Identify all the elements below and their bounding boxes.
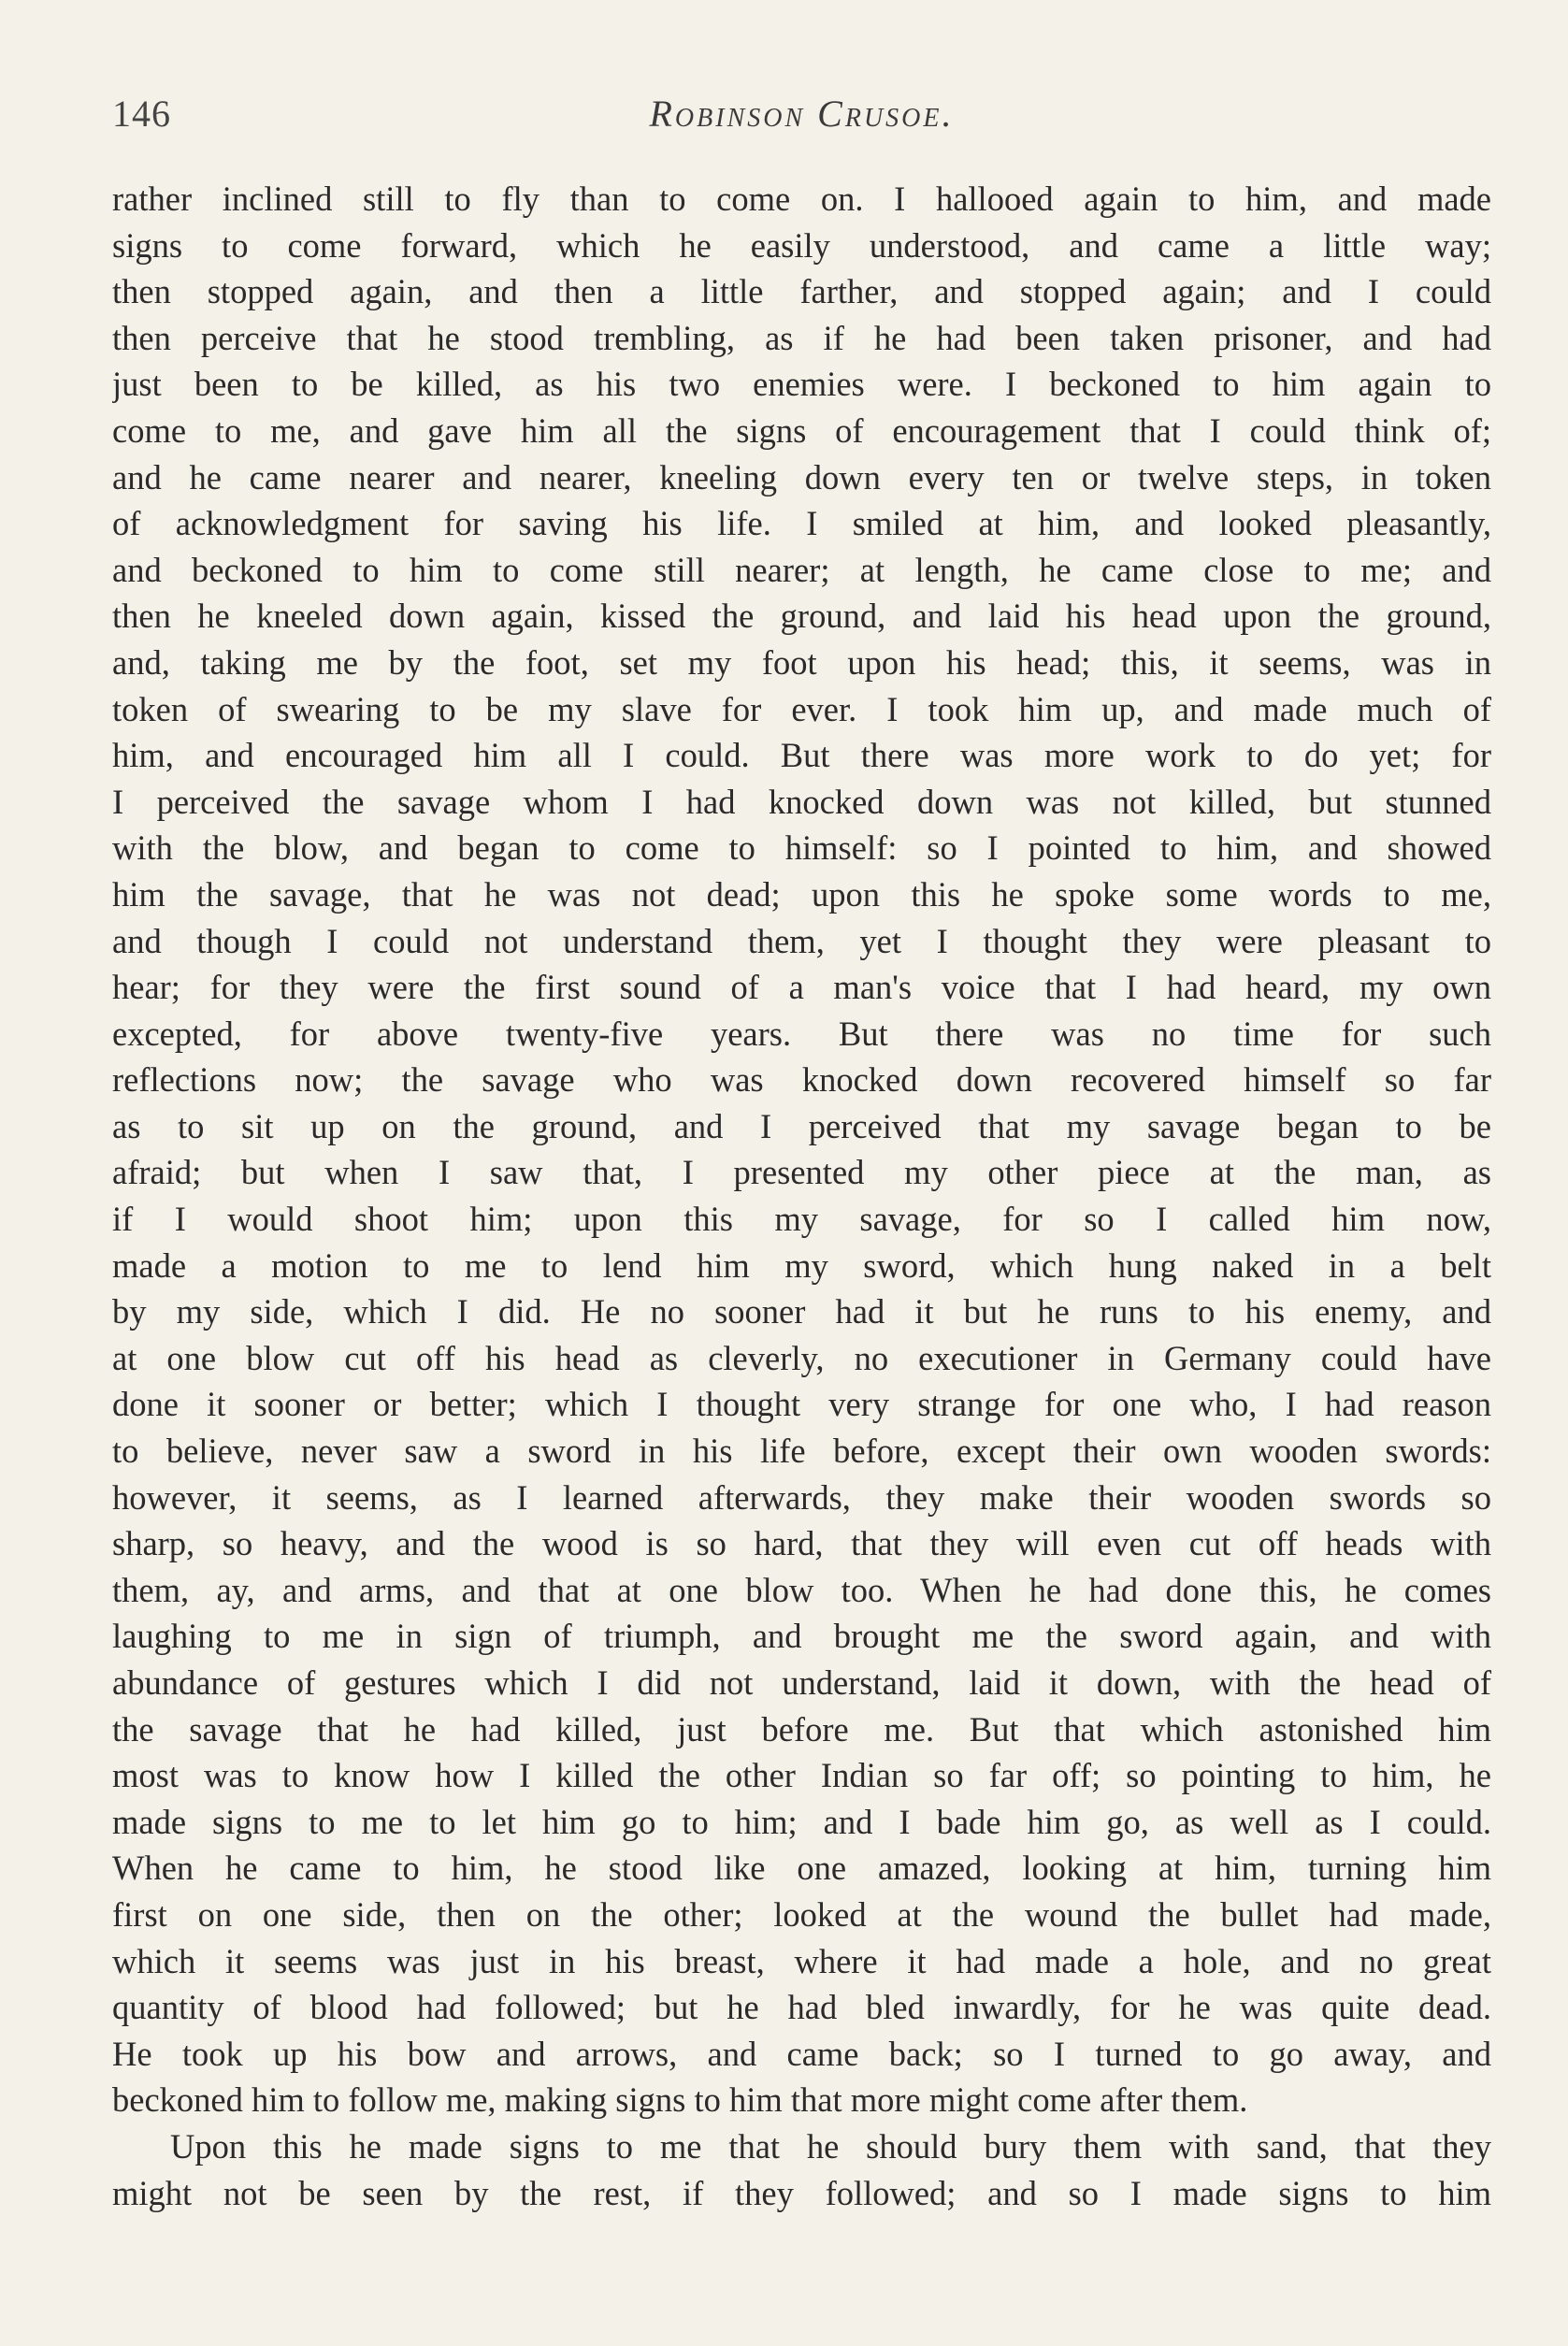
text-line: reflections now; the savage who was knocked down recovered himself so far xyxy=(112,1060,1491,1100)
text-line: done it sooner or better; which I thought very strange for one who, I had reason xyxy=(112,1385,1491,1424)
text-line: him, and encouraged him all I could. But there was more work to do yet; for xyxy=(112,736,1491,775)
text-line: made a motion to me to lend him my sword, which hung naked in a belt xyxy=(112,1245,1491,1285)
text-line: come to me, and gave him all the signs of encouragement that I could think of; xyxy=(112,410,1491,450)
text-line: quantity of blood had followed; but he had bled inwardly, for he was quite dead. xyxy=(112,1988,1491,2027)
text-line: beckoned him to follow me, making signs to him that more might come after them. xyxy=(112,2080,1248,2120)
text-line: first on one side, then on the other; looked at the wound the bullet had made, xyxy=(112,1894,1491,1934)
text-line: rather inclined still to fly than to come on. I hallooed again to him, and made xyxy=(112,180,1491,218)
text-line: abundance of gestures which I did not understand, laid it down, with the head of xyxy=(112,1663,1491,1702)
text-line: signs to come forward, which he easily understood, and came a little way; xyxy=(112,225,1491,265)
text-line: then stopped again, and then a little farther, and stopped again; and I could xyxy=(112,272,1491,311)
text-line: and though I could not understand them, yet I thought they were pleasant to xyxy=(112,921,1491,960)
text-line: just been to be killed, as his two enemies were. I beckoned to him again to xyxy=(112,365,1491,404)
text-line: however, it seems, as I learned afterwards, they make their wooden swords so xyxy=(112,1477,1491,1517)
text-line: and, taking me by the foot, set my foot upon his head; this, it seems, was in xyxy=(112,642,1491,682)
page-number: 146 xyxy=(112,93,171,135)
text-line: made signs to me to let him go to him; and I bade him go, as well as I could. xyxy=(112,1802,1491,1841)
text-line: I perceived the savage whom I had knocked down was not killed, but stunned xyxy=(112,782,1491,821)
text-line: then perceive that he stood trembling, as if he had been taken prisoner, and had xyxy=(112,318,1491,357)
text-line: to believe, never saw a sword in his life before, except their own wooden swords: xyxy=(112,1432,1491,1471)
text-line: afraid; but when I saw that, I presented my other piece at the man, as xyxy=(112,1153,1491,1192)
text-line: laughing to me in sign of triumph, and brought me the sword again, and with xyxy=(112,1617,1491,1656)
text-line: excepted, for above twenty-five years. But there was no time for such xyxy=(112,1014,1491,1053)
text-line: with the blow, and began to come to himself: so I pointed to him, and showed xyxy=(112,828,1491,868)
text-line: He took up his bow and arrows, and came back; so I turned to go away, and xyxy=(112,2034,1491,2073)
text-line: Upon this he made signs to me that he should bury them with sand, that they xyxy=(170,2126,1491,2166)
text-line: at one blow cut off his head as cleverly, no executioner in Germany could have xyxy=(112,1338,1491,1377)
text-line: him the savage, that he was not dead; upon this he spoke some words to me, xyxy=(112,874,1491,914)
text-line: which it seems was just in his breast, where it had made a hole, and no great xyxy=(112,1941,1491,1980)
text-line: might not be seen by the rest, if they followed; and so I made signs to him xyxy=(112,2173,1491,2212)
text-line: and beckoned to him to come still nearer; at length, he came close to me; and xyxy=(112,550,1491,589)
text-line: then he kneeled down again, kissed the ground, and laid his head upon the ground, xyxy=(112,597,1491,636)
text-line: as to sit up on the ground, and I perceived that my savage began to be xyxy=(112,1106,1491,1145)
text-line: of acknowledgment for saving his life. I smiled at him, and looked pleasantly, xyxy=(112,504,1491,543)
text-line: the savage that he had killed, just before me. But that which astonished him xyxy=(112,1709,1491,1749)
body-text xyxy=(112,176,1491,2216)
text-line: and he came nearer and nearer, kneeling down every ten or twelve steps, in token xyxy=(112,457,1491,497)
text-line: them, ay, and arms, and that at one blow too. When he had done this, he comes xyxy=(112,1570,1491,1609)
text-line: by my side, which I did. He no sooner had it but he runs to his enemy, and xyxy=(112,1292,1491,1331)
text-line: if I would shoot him; upon this my savage, for so I called him now, xyxy=(112,1200,1491,1239)
page-header xyxy=(112,86,1491,142)
text-line: sharp, so heavy, and the wood is so hard, that they will even cut off heads with xyxy=(112,1524,1491,1563)
text-line: When he came to him, he stood like one amazed, looking at him, turning him xyxy=(112,1849,1491,1888)
text-line: most was to know how I killed the other Indian so far off; so pointing to him, he xyxy=(112,1756,1491,1795)
running-head: Robinson Crusoe. xyxy=(649,93,955,135)
text-line: token of swearing to be my slave for ever. I took him up, and made much of xyxy=(112,689,1491,728)
text-line: hear; for they were the first sound of a man's voice that I had heard, my own xyxy=(112,968,1491,1007)
